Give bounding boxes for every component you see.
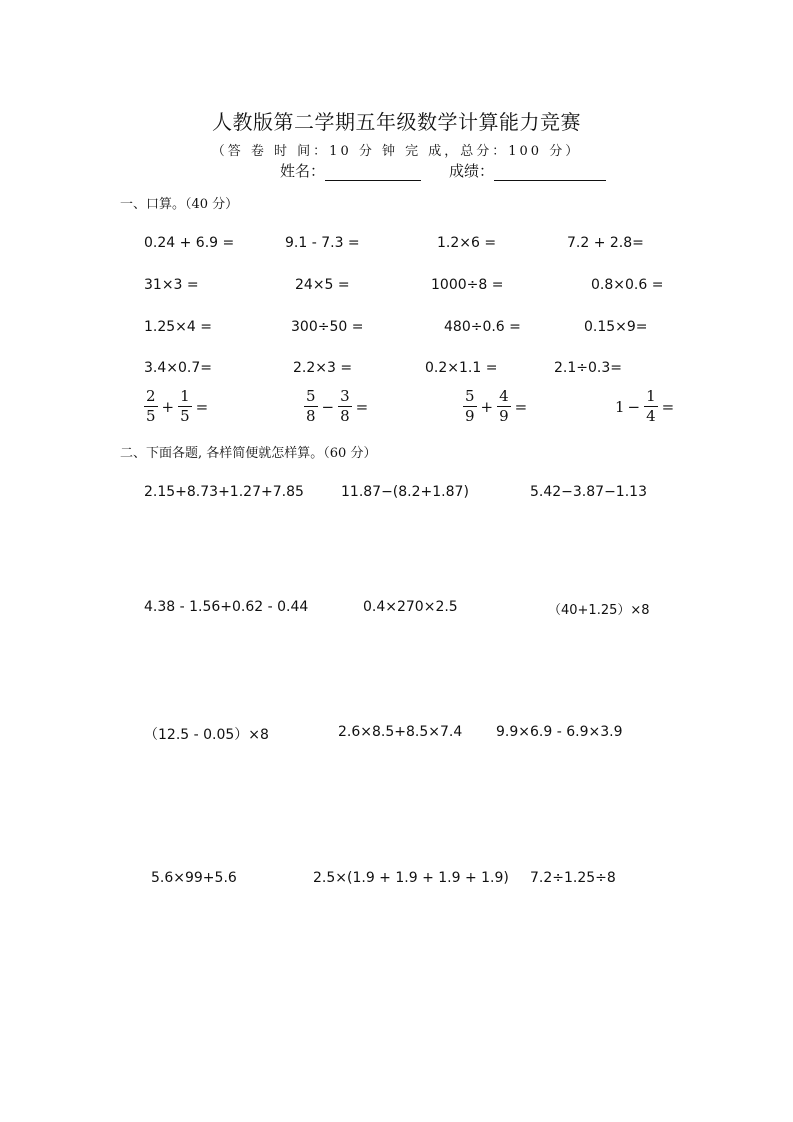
oral-problem: 480÷0.6 = xyxy=(444,319,521,335)
fraction xyxy=(497,389,511,424)
calc-problem: 11.87−(8.2+1.87) xyxy=(341,484,469,500)
denominator: 8 xyxy=(340,407,350,425)
fraction xyxy=(144,389,158,424)
operator: − xyxy=(627,397,641,416)
operator: − xyxy=(321,397,335,416)
score-label: 成绩： xyxy=(449,162,495,180)
section-1-heading: 一、口算。（40 分） xyxy=(120,197,239,212)
fraction-problem xyxy=(462,389,530,424)
calc-problem: 2.5×(1.9 + 1.9 + 1.9 + 1.9) xyxy=(313,870,509,886)
oral-problem: 0.2×1.1 = xyxy=(425,360,498,376)
name-label: 姓名： xyxy=(280,162,326,180)
oral-problem: 1000÷8 = xyxy=(431,277,504,293)
oral-problem: 9.1 - 7.3 = xyxy=(285,235,360,251)
denominator: 5 xyxy=(180,407,190,425)
oral-problem: 7.2 + 2.8= xyxy=(567,235,644,251)
fraction xyxy=(463,389,477,424)
fraction xyxy=(304,389,318,424)
oral-problem: 300÷50 = xyxy=(291,319,364,335)
calc-problem: 5.42−3.87−1.13 xyxy=(530,484,647,500)
numerator: 5 xyxy=(465,387,475,405)
denominator: 4 xyxy=(646,407,656,425)
calc-problem: 2.15+8.73+1.27+7.85 xyxy=(144,484,304,500)
calc-problem: 2.6×8.5+8.5×7.4 xyxy=(338,724,463,740)
oral-problem: 24×5 = xyxy=(295,277,350,293)
calc-problem: （12.5 - 0.05）×8 xyxy=(144,727,269,743)
denominator: 9 xyxy=(465,407,475,425)
fraction xyxy=(338,389,352,424)
numerator: 5 xyxy=(306,387,316,405)
calc-problem: 4.38 - 1.56+0.62 - 0.44 xyxy=(144,599,309,615)
whole-number: 1 xyxy=(615,397,625,416)
oral-problem: 31×3 = xyxy=(144,277,199,293)
calc-problem: 7.2÷1.25÷8 xyxy=(530,870,616,886)
operator: + xyxy=(161,397,175,416)
equals-sign: = xyxy=(661,397,675,416)
oral-problem: 2.2×3 = xyxy=(293,360,353,376)
section-2-heading: 二、下面各题, 各样简便就怎样算。（60 分） xyxy=(120,446,377,461)
denominator: 8 xyxy=(306,407,316,425)
oral-problem: 1.2×6 = xyxy=(437,235,497,251)
name-field xyxy=(280,160,421,181)
denominator: 5 xyxy=(146,407,156,425)
calc-problem: 5.6×99+5.6 xyxy=(151,870,237,886)
calc-problem: 9.9×6.9 - 6.9×3.9 xyxy=(496,724,623,740)
name-blank xyxy=(325,164,421,181)
score-field xyxy=(449,160,606,181)
oral-problem: 2.1÷0.3= xyxy=(554,360,622,376)
oral-problem: 1.25×4 = xyxy=(144,319,212,335)
fraction-problem xyxy=(615,389,677,424)
calc-problem: （40+1.25）×8 xyxy=(548,603,650,618)
fraction xyxy=(178,389,192,424)
fraction-problem xyxy=(303,389,371,424)
page-title: 人教版第二学期五年级数学计算能力竞赛 xyxy=(212,110,581,134)
denominator: 9 xyxy=(499,407,509,425)
oral-problem: 0.24 + 6.9 = xyxy=(144,235,235,251)
fraction-problem xyxy=(143,389,211,424)
operator: + xyxy=(480,397,494,416)
oral-problem: 0.15×9= xyxy=(584,319,648,335)
numerator: 1 xyxy=(180,387,190,405)
numerator: 3 xyxy=(340,387,350,405)
oral-problem: 0.8×0.6 = xyxy=(591,277,664,293)
equals-sign: = xyxy=(195,397,209,416)
numerator: 4 xyxy=(499,387,509,405)
equals-sign: = xyxy=(355,397,369,416)
oral-problem: 3.4×0.7= xyxy=(144,360,212,376)
numerator: 1 xyxy=(646,387,656,405)
calc-problem: 0.4×270×2.5 xyxy=(363,599,458,615)
numerator: 2 xyxy=(146,387,156,405)
exam-info: （答 卷 时 间：10 分 钟 完 成，总分：100 分） xyxy=(211,144,582,159)
score-blank xyxy=(494,164,606,181)
fraction xyxy=(644,389,658,424)
equals-sign: = xyxy=(514,397,528,416)
